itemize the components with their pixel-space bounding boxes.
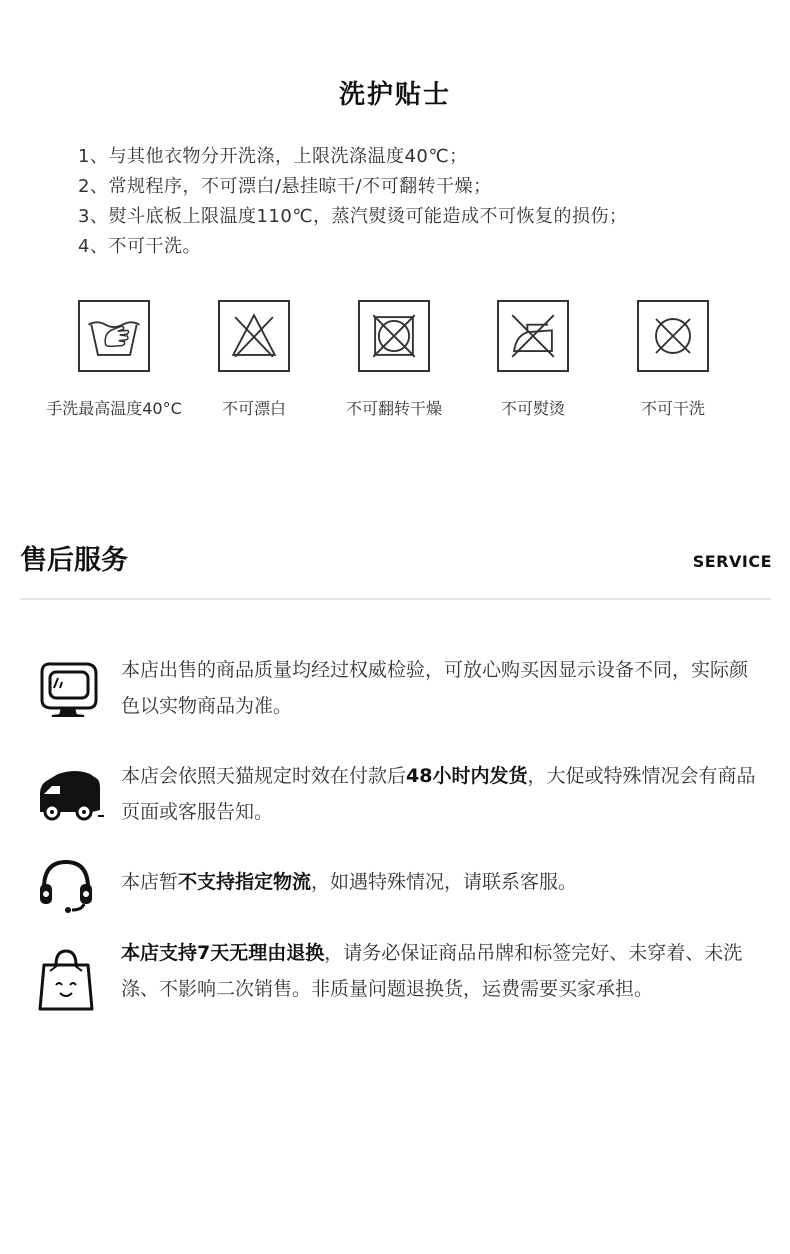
symbol-label-no-tumble-dry: 不可翻转干燥 bbox=[345, 399, 442, 418]
symbol-label-no-bleach: 不可漂白 bbox=[221, 399, 286, 418]
no-tumble-dry-icon bbox=[358, 300, 430, 372]
no-dry-clean-icon bbox=[637, 300, 709, 372]
delivery-truck-icon bbox=[36, 766, 106, 822]
hand-wash-icon bbox=[78, 300, 150, 372]
section-divider bbox=[20, 598, 771, 600]
service-text-segment: ，如遇特殊情况，请联系客服。 bbox=[311, 871, 578, 893]
service-text-returns bbox=[121, 935, 761, 1007]
monitor-icon bbox=[36, 660, 102, 720]
care-tips-title: 洗护贴士 bbox=[338, 80, 451, 110]
after-sales-title: 售后服务 bbox=[20, 545, 128, 576]
care-instructions-list bbox=[78, 142, 628, 262]
no-bleach-icon bbox=[218, 300, 290, 372]
headset-icon bbox=[36, 854, 96, 914]
care-instruction-line: 1、与其他衣物分开洗涤，上限洗涤温度40℃； bbox=[78, 146, 468, 167]
symbol-label-no-iron: 不可熨烫 bbox=[500, 399, 565, 418]
service-text-quality bbox=[121, 652, 761, 724]
service-text-segment: 本店会依照天猫规定时效在付款后 bbox=[121, 765, 407, 787]
service-label: SERVICE bbox=[692, 552, 772, 571]
service-text-segment: ，请务必保证商品吊牌和标签完好、未穿着、未洗涤、不影响二次销售。非质量问题退换货，运费需要买家承担。 bbox=[121, 942, 743, 1000]
no-iron-icon bbox=[497, 300, 569, 372]
service-text-logistics bbox=[121, 864, 761, 900]
service-text-segment: 本店暂 bbox=[121, 871, 179, 893]
service-text-emphasis: 本店支持7天无理由退换 bbox=[121, 942, 325, 964]
service-text-segment: 本店出售的商品质量均经过权威检验，可放心购买因显示设备不同，实际颜色以实物商品为准。 bbox=[121, 659, 749, 717]
care-instruction-line: 3、熨斗底板上限温度110℃，蒸汽熨烫可能造成不可恢复的损伤； bbox=[78, 206, 628, 227]
service-text-emphasis: 48小时内发货 bbox=[406, 765, 528, 787]
symbol-label-no-dry-clean: 不可干洗 bbox=[640, 399, 705, 418]
service-text-shipping bbox=[121, 758, 761, 830]
symbol-label-hand-wash: 手洗最高温度40°C bbox=[46, 399, 182, 418]
service-text-emphasis: 不支持指定物流 bbox=[178, 871, 312, 893]
care-instruction-line: 2、常规程序，不可漂白/悬挂晾干/不可翻转干燥； bbox=[78, 176, 492, 197]
shopping-bag-icon bbox=[36, 947, 96, 1015]
care-instruction-line: 4、不可干洗。 bbox=[78, 236, 201, 257]
service-text-segment: ，大促或特殊情况会有商品页面或客服告知。 bbox=[121, 765, 756, 823]
